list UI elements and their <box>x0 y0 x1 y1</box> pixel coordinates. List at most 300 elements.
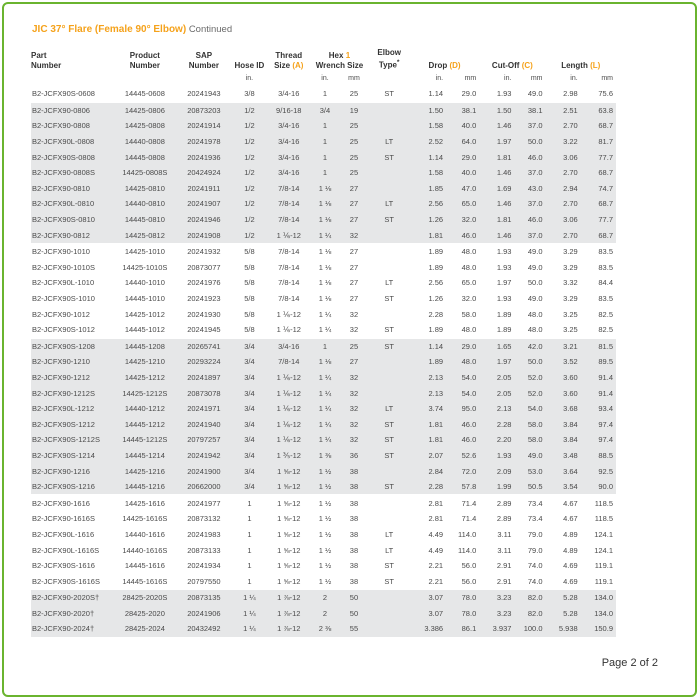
table-cell: 14425-0806 <box>114 102 176 118</box>
table-cell: 49.0 <box>514 243 545 259</box>
table-cell: B2-JCFX90L-0808 <box>31 134 114 150</box>
table-cell: 2.98 <box>563 89 578 99</box>
table-cell: 78.0 <box>446 590 479 606</box>
table-cell: 82.0 <box>514 606 545 622</box>
table-cell: 1.46 <box>479 227 514 243</box>
table-cell: 1 <box>322 89 328 99</box>
table-cell: 1 ⅝-12 <box>267 463 310 479</box>
table-cell: 2.28 <box>479 416 514 432</box>
table-cell: 2.52 <box>410 134 446 150</box>
table-cell: 14425-1616 <box>114 495 176 511</box>
table-cell: 14440-0808 <box>114 134 176 150</box>
table-cell: 32 <box>339 401 368 417</box>
table-cell: 5/8 <box>244 262 255 272</box>
table-cell: 1.81 <box>479 149 514 165</box>
table-cell: 14425-0810 <box>114 181 176 197</box>
table-cell: 1.58 <box>410 118 446 134</box>
table-cell: 20293224 <box>176 354 232 370</box>
table-cell: 5/8 <box>244 278 255 288</box>
table-cell: 89.5 <box>581 354 616 370</box>
table-row <box>31 260 616 276</box>
table-cell: 5/8 <box>244 309 255 319</box>
table-cell: 1.50 <box>479 102 514 118</box>
table-cell: 46.0 <box>446 227 479 243</box>
table-cell: 1 ⅞-12 <box>267 606 310 622</box>
table-cell: 1 ⅝-12 <box>277 545 301 555</box>
table-cell: 73.4 <box>514 495 545 511</box>
table-cell: 1 <box>247 561 252 571</box>
table-cell: 114.0 <box>458 545 477 555</box>
table-cell: 7/8-14 <box>278 262 300 272</box>
table-cell: 14425-0808S <box>114 165 176 181</box>
table-cell: 4.89 <box>563 529 578 539</box>
table-cell: 56.0 <box>461 576 477 586</box>
table-cell: 1 <box>310 134 339 150</box>
table-cell: 7/8-14 <box>278 294 300 304</box>
table-cell: ST <box>384 89 394 99</box>
table-cell: B2-JCFX90S-1012 <box>32 325 95 335</box>
table-cell: 14445-0808 <box>114 149 176 165</box>
table-cell: 50 <box>339 606 368 622</box>
table-cell: 1 ½ <box>318 529 332 539</box>
table-cell: 68.7 <box>581 118 616 134</box>
table-cell: 4.69 <box>563 576 578 586</box>
table-cell: 2 ⅜ <box>310 621 339 637</box>
table-cell: 1 ⅛ <box>310 243 339 259</box>
table-cell: B2-JCFX90S-1208 <box>31 338 114 354</box>
table-cell: 74.0 <box>527 576 543 586</box>
table-cell: 73.4 <box>527 514 543 524</box>
table-cell: 1.14 <box>410 338 446 354</box>
table-cell: 119.1 <box>594 561 613 571</box>
table-cell: 1.65 <box>479 338 514 354</box>
table-row <box>31 118 616 134</box>
table-cell: 40.0 <box>446 165 479 181</box>
table-cell: 14440-1212 <box>114 401 176 417</box>
table-cell: 4.89 <box>563 545 578 555</box>
table-cell: 20241900 <box>176 463 232 479</box>
table-cell: 65.0 <box>461 278 477 288</box>
table-cell: 4.67 <box>546 495 581 511</box>
table-cell: 38.1 <box>514 102 545 118</box>
table-cell: 81.7 <box>581 134 616 150</box>
table-cell: 14445-1616 <box>124 561 165 571</box>
table-cell: 79.0 <box>527 545 543 555</box>
table-cell: 1/2 <box>232 227 267 243</box>
table-cell: 134.0 <box>581 606 616 622</box>
table-cell: 56.0 <box>461 561 477 571</box>
table-row <box>31 495 616 511</box>
table-cell: B2-JCFX90-0808S <box>31 165 114 181</box>
table-cell: 50 <box>339 590 368 606</box>
table-cell: 2.89 <box>479 495 514 511</box>
table-cell: 2.81 <box>410 495 446 511</box>
table-cell: 1.14 <box>428 89 444 99</box>
table-cell: 1 ½ <box>318 514 332 524</box>
table-row <box>31 149 616 165</box>
title-continued: Continued <box>188 24 233 35</box>
table-cell: 2.91 <box>496 561 512 571</box>
table-cell: 14445-1212S <box>114 432 176 448</box>
table-cell: 1 <box>310 165 339 181</box>
table-cell: 2 <box>310 590 339 606</box>
table-cell: 5/8 <box>232 243 267 259</box>
table-cell: B2-JCFX90-1210 <box>31 354 114 370</box>
table-cell: 1.97 <box>496 278 512 288</box>
table-cell: 3.21 <box>546 338 581 354</box>
table-cell: 14440-1616 <box>124 529 165 539</box>
table-cell: 2.70 <box>546 196 581 212</box>
table-cell: 5.938 <box>546 621 581 637</box>
table-cell: B2-JCFX90S-0608 <box>32 89 95 99</box>
table-title <box>32 24 232 35</box>
table-cell: 3/4-16 <box>278 89 300 99</box>
table-row <box>31 558 616 574</box>
table-cell: 20241976 <box>187 278 221 288</box>
table-cell: 68.7 <box>581 227 616 243</box>
table-cell <box>368 385 409 401</box>
table-cell: 50.0 <box>514 354 545 370</box>
table-cell: 20873133 <box>187 545 221 555</box>
table-cell: 1.26 <box>410 212 446 228</box>
table-cell: 1.81 <box>410 416 446 432</box>
table-cell: 20797257 <box>176 432 232 448</box>
table-cell: 92.5 <box>581 463 616 479</box>
table-cell: 14445-1214 <box>114 448 176 464</box>
table-cell: 1 ½ <box>310 463 339 479</box>
table-cell: 1 ⅙-12 <box>276 309 301 319</box>
table-cell: 1/2 <box>232 149 267 165</box>
table-cell: 29.0 <box>446 338 479 354</box>
table-cell: 2.13 <box>410 370 446 386</box>
table-cell: 20241940 <box>176 416 232 432</box>
table-cell: 38 <box>349 514 359 524</box>
table-cell: 75.6 <box>598 89 613 99</box>
table-cell: 32 <box>339 416 368 432</box>
table-cell: 46.0 <box>446 416 479 432</box>
table-cell: 14425-1210 <box>114 354 176 370</box>
table-cell: 37.0 <box>514 118 545 134</box>
table-row <box>31 354 616 370</box>
table-cell <box>368 260 409 276</box>
table-cell: 32.0 <box>446 212 479 228</box>
table-cell: 2.13 <box>479 401 514 417</box>
table-cell: 46.0 <box>514 212 545 228</box>
table-cell: 3/4 <box>232 416 267 432</box>
table-cell: 38 <box>349 576 359 586</box>
table-cell: 3/4 <box>232 385 267 401</box>
table-cell: 1.93 <box>479 243 514 259</box>
header-sap-number: SAP Number <box>188 51 219 70</box>
table-cell: 3.60 <box>546 385 581 401</box>
table-cell: 84.4 <box>598 278 613 288</box>
table-cell: 79.0 <box>527 529 543 539</box>
table-cell: 86.1 <box>446 621 479 637</box>
table-cell: 14425-1212 <box>114 370 176 386</box>
table-cell: 1.81 <box>410 432 446 448</box>
table-cell: 95.0 <box>446 401 479 417</box>
table-cell: 3/4-16 <box>267 118 310 134</box>
table-cell: 3/4-16 <box>267 165 310 181</box>
table-cell: 3.11 <box>497 545 512 555</box>
table-cell: 4.67 <box>563 514 578 524</box>
table-cell: 20241911 <box>176 181 232 197</box>
table-cell: 1 ⅙-12 <box>267 385 310 401</box>
table-cell: 32 <box>349 309 359 319</box>
table-cell: 14445-1010 <box>124 294 165 304</box>
table-cell: 27 <box>349 294 359 304</box>
table-cell: ST <box>368 448 409 464</box>
table-cell: 25 <box>339 149 368 165</box>
table-cell: 52.0 <box>514 370 545 386</box>
table-cell: 1/2 <box>232 196 267 212</box>
table-cell: 20241907 <box>176 196 232 212</box>
table-cell: 29.0 <box>461 89 477 99</box>
table-cell: 1 ½ <box>318 545 332 555</box>
table-cell: B2-JCFX90L-1212 <box>31 401 114 417</box>
table-cell: 14445-1012 <box>124 325 165 335</box>
table-cell: 14425-1010 <box>114 243 176 259</box>
table-cell: 71.4 <box>461 514 477 524</box>
table-cell <box>368 463 409 479</box>
table-row <box>31 102 616 118</box>
table-cell: LT <box>368 401 409 417</box>
table-cell: 1 ⅛ <box>310 196 339 212</box>
table-cell: 32 <box>339 370 368 386</box>
table-cell: 20241978 <box>176 134 232 150</box>
table-cell: 1 ½ <box>310 495 339 511</box>
table-cell: 7/8-14 <box>267 243 310 259</box>
table-cell: 3.386 <box>410 621 446 637</box>
table-cell: 53.0 <box>514 463 545 479</box>
table-cell: 50.0 <box>527 278 543 288</box>
table-cell: 58.0 <box>514 416 545 432</box>
table-cell: 3.23 <box>479 606 514 622</box>
table-cell: 100.0 <box>514 621 545 637</box>
table-cell: 65.0 <box>446 196 479 212</box>
table-cell: 2.21 <box>428 576 444 586</box>
table-cell: 1 ¼ <box>310 401 339 417</box>
table-cell <box>368 370 409 386</box>
table-cell: 2.56 <box>410 196 446 212</box>
table-cell: 3.25 <box>563 325 578 335</box>
table-cell: 2.56 <box>428 278 444 288</box>
table-row <box>31 590 616 606</box>
table-cell: 48.0 <box>527 309 543 319</box>
table-cell: 14440-1616S <box>122 545 168 555</box>
table-cell: 27 <box>339 181 368 197</box>
table-cell: 1 ⅛ <box>318 294 332 304</box>
table-cell: 50.0 <box>514 134 545 150</box>
table-row <box>31 606 616 622</box>
table-row <box>31 401 616 417</box>
table-cell: 3.11 <box>497 529 512 539</box>
table-cell: 118.5 <box>594 514 613 524</box>
table-cell: B2-JCFX90S-1212S <box>31 432 114 448</box>
table-cell: 1.93 <box>496 262 512 272</box>
table-cell: 14425-1212S <box>114 385 176 401</box>
table-cell: 2.51 <box>546 102 581 118</box>
table-cell: 1.85 <box>410 181 446 197</box>
table-cell: 3/4 <box>232 432 267 448</box>
table-cell: 32 <box>339 432 368 448</box>
table-cell: 46.0 <box>446 432 479 448</box>
table-row <box>31 527 616 543</box>
table-cell: 54.0 <box>446 370 479 386</box>
table-cell: 20432492 <box>176 621 232 637</box>
table-cell: 38 <box>349 545 359 555</box>
table-cell: 48.0 <box>527 325 543 335</box>
table-cell: LT <box>368 134 409 150</box>
table-cell: 1.46 <box>479 118 514 134</box>
table-row <box>31 165 616 181</box>
table-body <box>31 71 616 637</box>
table-cell: 4.69 <box>563 561 578 571</box>
table-cell: 20241908 <box>176 227 232 243</box>
table-cell: 37.0 <box>514 227 545 243</box>
table-cell: 1/2 <box>232 134 267 150</box>
table-cell: 4.49 <box>428 545 444 555</box>
table-row <box>31 306 616 322</box>
table-cell: 64.0 <box>446 134 479 150</box>
table-cell: 3/4 <box>232 479 267 495</box>
table-cell: 97.4 <box>581 432 616 448</box>
table-row <box>31 275 616 291</box>
table-cell: 1 <box>247 514 252 524</box>
table-cell: 1 ½ <box>318 576 332 586</box>
table-row <box>31 448 616 464</box>
table-cell: 2.70 <box>546 227 581 243</box>
table-cell: 48.0 <box>446 354 479 370</box>
table-cell: 1.93 <box>496 89 512 99</box>
table-cell: 14425-1012 <box>124 309 165 319</box>
header-thread-size: Thread Size (A) <box>274 51 304 70</box>
table-cell <box>368 102 409 118</box>
table-cell: 1 ⅙-12 <box>276 325 301 335</box>
table-cell: 2.07 <box>410 448 446 464</box>
table-cell: 27 <box>339 354 368 370</box>
table-cell: 37.0 <box>514 165 545 181</box>
table-cell: 37.0 <box>514 196 545 212</box>
table-cell: 14445-1208 <box>114 338 176 354</box>
table-cell: ST <box>368 212 409 228</box>
table-cell: 1 ¼ <box>232 590 267 606</box>
table-row <box>31 86 616 102</box>
table-cell: 3/4-16 <box>267 134 310 150</box>
table-cell: 38 <box>349 529 359 539</box>
table-cell: B2-JCFX90-2020† <box>31 606 114 622</box>
table-cell: 134.0 <box>581 590 616 606</box>
table-cell: 1 ⅛ <box>318 278 332 288</box>
table-cell: B2-JCFX90-1212S <box>31 385 114 401</box>
table-cell <box>368 118 409 134</box>
table-cell: 27 <box>349 278 359 288</box>
table-cell: 49.0 <box>527 294 543 304</box>
table-cell: 5/8 <box>244 294 255 304</box>
table-cell <box>368 181 409 197</box>
table-cell: ST <box>384 325 394 335</box>
table-cell: 20662000 <box>176 479 232 495</box>
table-cell: 82.5 <box>598 325 613 335</box>
table-cell: 14425-0812 <box>114 227 176 243</box>
table-cell: 27 <box>339 212 368 228</box>
table-cell: ST <box>368 338 409 354</box>
table-cell: 72.0 <box>446 463 479 479</box>
table-cell: 20241945 <box>187 325 221 335</box>
table-cell: 3.07 <box>410 606 446 622</box>
table-cell: 1.89 <box>496 325 512 335</box>
table-cell: 77.7 <box>581 149 616 165</box>
table-cell: 3.29 <box>546 243 581 259</box>
table-cell: 3.32 <box>563 278 578 288</box>
table-cell: 28425-2020 <box>114 606 176 622</box>
table-cell: 14445-0608 <box>124 89 165 99</box>
table-cell: 2.20 <box>479 432 514 448</box>
table-cell: 1 <box>247 545 252 555</box>
table-cell: B2-JCFX90-1010 <box>31 243 114 259</box>
table-cell: 63.8 <box>581 102 616 118</box>
table-cell: 38.1 <box>446 102 479 118</box>
table-cell: 27 <box>349 262 359 272</box>
table-cell: 20241983 <box>187 529 221 539</box>
table-cell: 7/8-14 <box>267 181 310 197</box>
table-cell: 1 ⅗-12 <box>267 448 310 464</box>
table-cell: 1.26 <box>428 294 444 304</box>
table-cell: 20873077 <box>187 262 221 272</box>
table-cell: B2-JCFX90L-1616 <box>32 529 95 539</box>
table-cell: B2-JCFX90S-0810 <box>31 212 114 228</box>
table-cell: 50.5 <box>514 479 545 495</box>
table-row <box>31 542 616 558</box>
table-cell: 5.28 <box>546 606 581 622</box>
table-cell: 1 ⅞-12 <box>267 590 310 606</box>
table-cell: 1 <box>310 338 339 354</box>
table-cell: 43.0 <box>514 181 545 197</box>
table-row <box>31 432 616 448</box>
table-cell: 1 ½ <box>310 479 339 495</box>
table-cell: 3.54 <box>546 479 581 495</box>
table-cell: 1 ⅙-12 <box>267 401 310 417</box>
table-cell: 83.5 <box>581 243 616 259</box>
table-cell: 3/8 <box>244 89 255 99</box>
table-cell: 1 ⅛ <box>310 212 339 228</box>
header-hex-wrench-size: Hex 1 Wrench Size <box>315 51 364 70</box>
table-cell: 1 ⅝-12 <box>267 495 310 511</box>
table-cell: B2-JCFX90-1216 <box>31 463 114 479</box>
header-product-number: Product Number <box>129 51 160 70</box>
table-cell: 88.5 <box>581 448 616 464</box>
table-cell: 1 ⅛ <box>310 354 339 370</box>
table-cell: B2-JCFX90-1010S <box>32 262 95 272</box>
table-cell: 1/2 <box>232 102 267 118</box>
table-row <box>31 243 616 259</box>
table-cell: 58.0 <box>514 432 545 448</box>
table-cell: B2-JCFX90L-1616S <box>32 545 100 555</box>
units-row: in. in. mm in. mm in. mm in. mm <box>245 75 613 82</box>
table-cell: 20241923 <box>187 294 221 304</box>
table-cell: 38 <box>349 561 359 571</box>
table-cell: LT <box>385 278 394 288</box>
table-cell: 1 ¼ <box>232 621 267 637</box>
table-cell: 5.28 <box>546 590 581 606</box>
table-cell: 20241971 <box>176 401 232 417</box>
table-cell: B2-JCFX90S-1616S <box>32 576 100 586</box>
table-cell: 25 <box>339 118 368 134</box>
table-cell: B2-JCFX90-0810 <box>31 181 114 197</box>
table-cell: 20241897 <box>176 370 232 386</box>
table-cell: B2-JCFX90S-1216 <box>31 479 114 495</box>
table-cell: 3/4 <box>310 102 339 118</box>
